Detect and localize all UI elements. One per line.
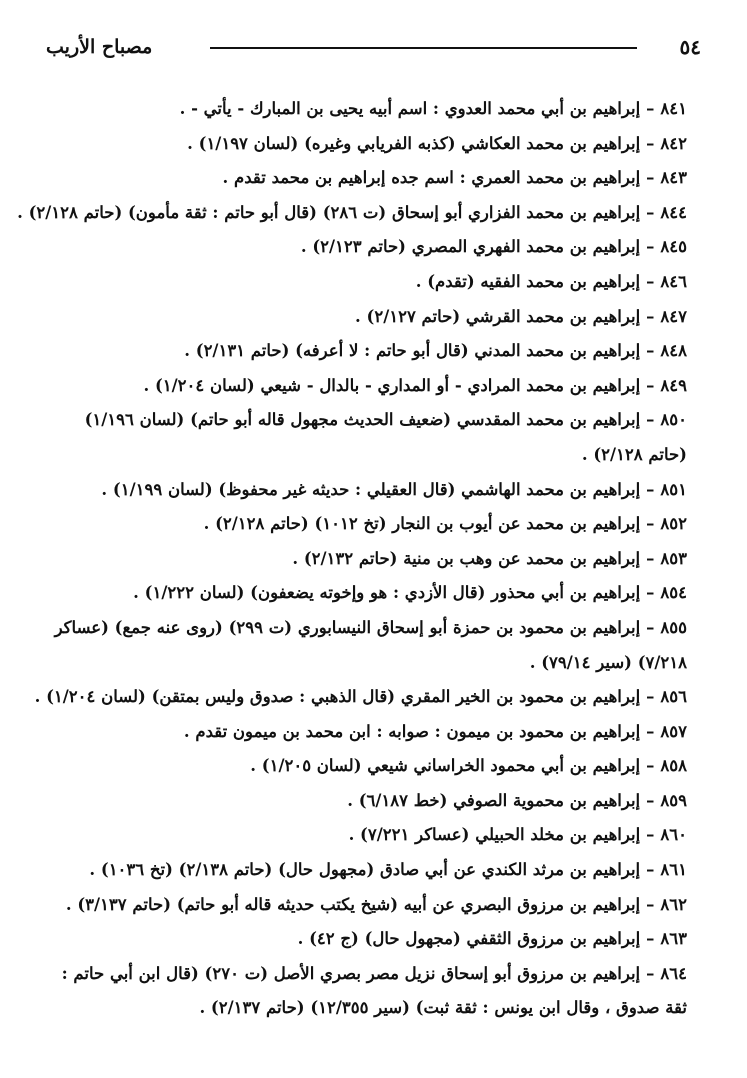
entry-dash: – <box>646 583 655 603</box>
entry-852 <box>46 507 687 542</box>
entry-844 <box>17 196 687 231</box>
entry-number: ٨٥٥ <box>660 617 687 637</box>
entry-862 <box>46 888 687 923</box>
entry-dash: – <box>646 687 655 707</box>
entry-dash: – <box>646 479 655 499</box>
entry-number: ٨٦٣ <box>660 929 687 949</box>
entry-851 <box>46 473 687 508</box>
entry-number: ٨٦١ <box>660 860 687 880</box>
page-number: ٥٤ <box>679 35 701 59</box>
entry-number: ٨٥٤ <box>660 583 687 603</box>
entry-dash: – <box>646 860 655 880</box>
entry-number: ٨٤٥ <box>660 237 687 257</box>
entry-dash: – <box>646 929 655 949</box>
entry-849 <box>46 369 687 404</box>
entry-text: إبراهيم بن محمود بن حمزة أبو إسحاق النيسابوري (ت ٢٩٩) (روى عنه جمع) (عساكر ٧/٢١٨) (سير ٧٩/١٤) . <box>54 617 687 672</box>
entry-number: ٨٤٨ <box>660 341 687 361</box>
entry-dash: – <box>646 341 655 361</box>
entry-text: إبراهيم بن مرثد الكندي عن أبي صادق (مجهول حال) (حاتم ٢/١٣٨) (تخ ١٠٣٦) . <box>89 860 641 880</box>
entry-number: ٨٤٢ <box>660 133 687 153</box>
entry-dash: – <box>646 963 655 983</box>
entry-dash: – <box>646 617 655 637</box>
entry-859 <box>46 784 687 819</box>
entry-dash: – <box>646 99 655 118</box>
entry-dash: – <box>646 894 655 914</box>
entry-847 <box>46 300 687 335</box>
entry-number: ٨٤٦ <box>660 271 687 291</box>
entry-857 <box>46 715 687 750</box>
entry-number: ٨٤٧ <box>660 306 687 326</box>
entry-dash: – <box>646 306 655 326</box>
entry-text: إبراهيم بن محمد القرشي (حاتم ٢/١٢٧) . <box>355 306 641 326</box>
entry-861 <box>46 853 687 888</box>
entry-dash: – <box>646 271 655 291</box>
entry-841 <box>46 92 687 127</box>
entry-846 <box>46 265 687 300</box>
entry-text: إبراهيم بن محمود بن الخير المقري (قال الذهبي : صدوق وليس بمتقن) (لسان ١/٢٠٤) . <box>34 687 641 707</box>
entry-843 <box>46 161 687 196</box>
entry-dash: – <box>646 168 655 188</box>
entry-dash: – <box>646 375 655 395</box>
entry-text: إبراهيم بن مرزوق الثقفي (مجهول حال) (ج ٤٢) . <box>297 929 641 949</box>
entry-text: إبراهيم بن محمد الهاشمي (قال العقيلي : حديثه غير محفوظ) (لسان ١/١٩٩) . <box>101 479 641 499</box>
entry-number: ٨٥٠ <box>660 410 687 430</box>
entry-text: إبراهيم بن مرزوق البصري عن أبيه (شيخ يكتب حديثه قاله أبو حاتم) (حاتم ٣/١٣٧) . <box>65 894 641 914</box>
entry-number: ٨٥٢ <box>660 514 687 534</box>
entry-854 <box>46 576 687 611</box>
entry-850 <box>46 403 687 472</box>
entry-text: إبراهيم بن محموية الصوفي (خط ٦/١٨٧) . <box>347 790 641 810</box>
entry-number: ٨٥٧ <box>660 721 687 741</box>
entry-dash: – <box>646 237 655 257</box>
entry-number: ٨٦٠ <box>660 825 687 845</box>
entry-text: إبراهيم بن محمود بن ميمون : صوابه : ابن محمد بن ميمون تقدم . <box>183 721 641 741</box>
entry-number: ٨٤١ <box>660 99 687 118</box>
entry-text: إبراهيم بن أبي محذور (قال الأزدي : هو وإخوته يضعفون) (لسان ١/٢٢٢) . <box>133 583 641 603</box>
entry-dash: – <box>646 790 655 810</box>
book-title: مصباح الأريب <box>46 36 153 58</box>
entry-dash: – <box>646 756 655 776</box>
entry-text: إبراهيم بن محمد المرادي - أو المداري - بالدال - شيعي (لسان ١/٢٠٤) . <box>143 375 641 395</box>
entry-858 <box>46 749 687 784</box>
entry-number: ٨٥٨ <box>660 756 687 776</box>
entry-860 <box>46 818 687 853</box>
page-header <box>40 30 707 64</box>
entry-855 <box>46 611 687 680</box>
entry-number: ٨٦٢ <box>660 894 687 914</box>
entry-dash: – <box>646 133 655 153</box>
entry-842 <box>46 127 687 162</box>
entry-number: ٨٦٤ <box>660 963 687 983</box>
entry-text: إبراهيم بن محمد العكاشي (كذبه الفريابي وغيره) (لسان ١/١٩٧) . <box>187 133 641 153</box>
entry-text: إبراهيم بن مخلد الحبيلي (عساكر ٧/٢٢١) . <box>348 825 641 845</box>
entry-text: إبراهيم بن محمد الفزاري أبو إسحاق (ت ٢٨٦) (قال أبو حاتم : ثقة مأمون) (حاتم ٢/١٢٨) . <box>17 202 641 222</box>
entry-number: ٨٥٣ <box>660 548 687 568</box>
entry-dash: – <box>646 202 655 222</box>
entry-863 <box>46 922 687 957</box>
entry-text: إبراهيم بن محمد العمري : اسم جده إبراهيم بن محمد تقدم . <box>222 168 641 188</box>
entry-text: إبراهيم بن محمد المقدسي (ضعيف الحديث مجهول قاله أبو حاتم) (لسان ١/١٩٦) (حاتم ٢/١٢٨) . <box>84 410 687 464</box>
entry-text: إبراهيم بن محمد المدني (قال أبو حاتم : لا أعرفه) (حاتم ٢/١٣١) . <box>184 341 641 361</box>
entry-dash: – <box>646 721 655 741</box>
entry-text: إبراهيم بن محمد عن وهب بن منية (حاتم ٢/١٣٢) . <box>292 548 641 568</box>
entry-number: ٨٤٩ <box>660 375 687 395</box>
entry-845 <box>46 230 687 265</box>
entry-text: إبراهيم بن أبي محمود الخراساني شيعي (لسان ١/٢٠٥) . <box>250 756 641 776</box>
entry-number: ٨٥١ <box>660 479 687 499</box>
entry-number: ٨٤٣ <box>660 168 687 188</box>
entry-text: إبراهيم بن محمد الفقيه (تقدم) . <box>415 271 641 291</box>
entry-number: ٨٥٦ <box>660 687 687 707</box>
header-rule <box>210 47 637 49</box>
entry-dash: – <box>646 825 655 845</box>
entry-dash: – <box>646 514 655 534</box>
entry-text: إبراهيم بن محمد الفهري المصري (حاتم ٢/١٢٣) . <box>300 237 641 257</box>
entry-text: إبراهيم بن مرزوق أبو إسحاق نزيل مصر بصري الأصل (ت ٢٧٠) (قال ابن أبي حاتم : ثقة صدوق ، وقال ابن يونس : ثقة ثبت) (سير ١٢/٣٥٥) (حاتم ٢/١٣٧) . <box>61 963 687 1018</box>
entry-text: إبراهيم بن محمد عن أيوب بن النجار (تخ ١٠١٢) (حاتم ٢/١٢٨) . <box>203 514 641 534</box>
entry-dash: – <box>646 410 655 430</box>
entry-864 <box>46 957 687 1026</box>
entry-856 <box>34 680 687 715</box>
entry-853 <box>46 542 687 577</box>
entry-text: إبراهيم بن أبي محمد العدوي : اسم أبيه يحيى بن المبارك - يأتي - . <box>179 99 641 118</box>
entry-number: ٨٥٩ <box>660 790 687 810</box>
entry-dash: – <box>646 548 655 568</box>
entry-number: ٨٤٤ <box>660 202 687 222</box>
entry-list <box>17 92 687 1026</box>
entry-848 <box>46 334 687 369</box>
